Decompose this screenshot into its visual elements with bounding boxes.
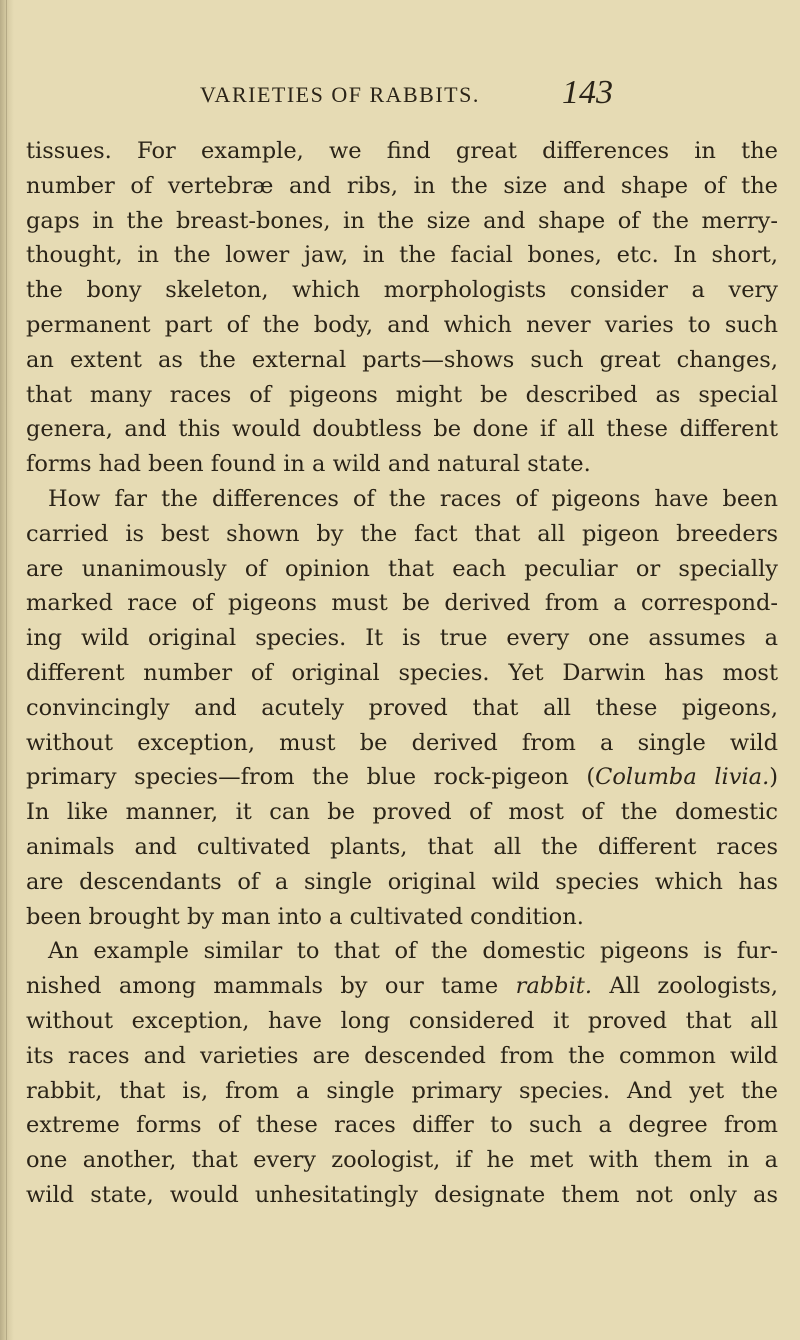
text-line: been brought by man into a cultivated condition. [26, 903, 584, 930]
page-number: 143 [562, 74, 613, 111]
text-line-mixed [26, 760, 778, 795]
text-line: In like manner, it can be proved of most of the domestic [26, 799, 778, 826]
text-line: tissues. For example, we find great differences in the [26, 138, 778, 164]
text-line: An example similar to that of the domestic pigeons is fur- [48, 938, 778, 965]
text-line: convincingly and acutely proved that all these pigeons, [26, 694, 778, 721]
text-line: without exception, have long considered it proved that all [26, 1007, 778, 1034]
text-line: an extent as the external parts—shows such great changes, [26, 346, 778, 373]
text-segment: All zoologists, [591, 973, 778, 1000]
text-line: animals and cultivated plants, that all the different races [26, 833, 778, 860]
text-line: ing wild original species. It is true every one assumes a [26, 625, 778, 652]
text-line-mixed [26, 969, 778, 1004]
text-segment: ) [769, 764, 778, 791]
text-line: number of vertebræ and ribs, in the size and shape of the [26, 172, 778, 199]
text-line: rabbit, that is, from a single primary species. And yet the [26, 1077, 778, 1104]
text-segment: nished among mammals by our tame [26, 973, 516, 1000]
text-line: that many races of pigeons might be described as special [26, 381, 778, 408]
text-segment: primary species—from the blue rock-pigeon ( [26, 764, 596, 791]
text-line: thought, in the lower jaw, in the facial bones, etc. In short, [26, 242, 778, 269]
text-line: forms had been found in a wild and natural state. [26, 451, 591, 478]
text-line: different number of original species. Yet Darwin has most [26, 659, 778, 686]
text-line: marked race of pigeons must be derived from a correspond- [26, 590, 778, 617]
running-title: VARIETIES OF RABBITS. [200, 82, 480, 107]
text-line: gaps in the breast-bones, in the size and shape of the merry- [26, 207, 778, 234]
text-line: one another, that every zoologist, if he met with them in a [26, 1147, 778, 1174]
text-line: permanent part of the body, and which never varies to such [26, 311, 778, 338]
species-name: Columba livia. [595, 764, 770, 791]
text-line: wild state, would unhesitatingly designate them not only as [26, 1181, 778, 1208]
text-line: carried is best shown by the fact that all pigeon breeders [26, 520, 778, 547]
text-line: are unanimously of opinion that each peculiar or specially [26, 555, 778, 582]
body-text [26, 134, 778, 1213]
text-line: extreme forms of these races differ to such a degree from [26, 1112, 778, 1139]
text-line: without exception, must be derived from a single wild [26, 729, 778, 756]
text-line: genera, and this would doubtless be done if all these different [26, 416, 778, 443]
emphasis-rabbit: rabbit. [515, 973, 592, 1000]
text-line: the bony skeleton, which morphologists consider a very [26, 277, 778, 304]
text-line: How far the differences of the races of pigeons have been [48, 485, 778, 512]
text-line: are descendants of a single original wild species which has [26, 868, 778, 895]
text-line: its races and varieties are descended from the common wild [26, 1042, 778, 1069]
